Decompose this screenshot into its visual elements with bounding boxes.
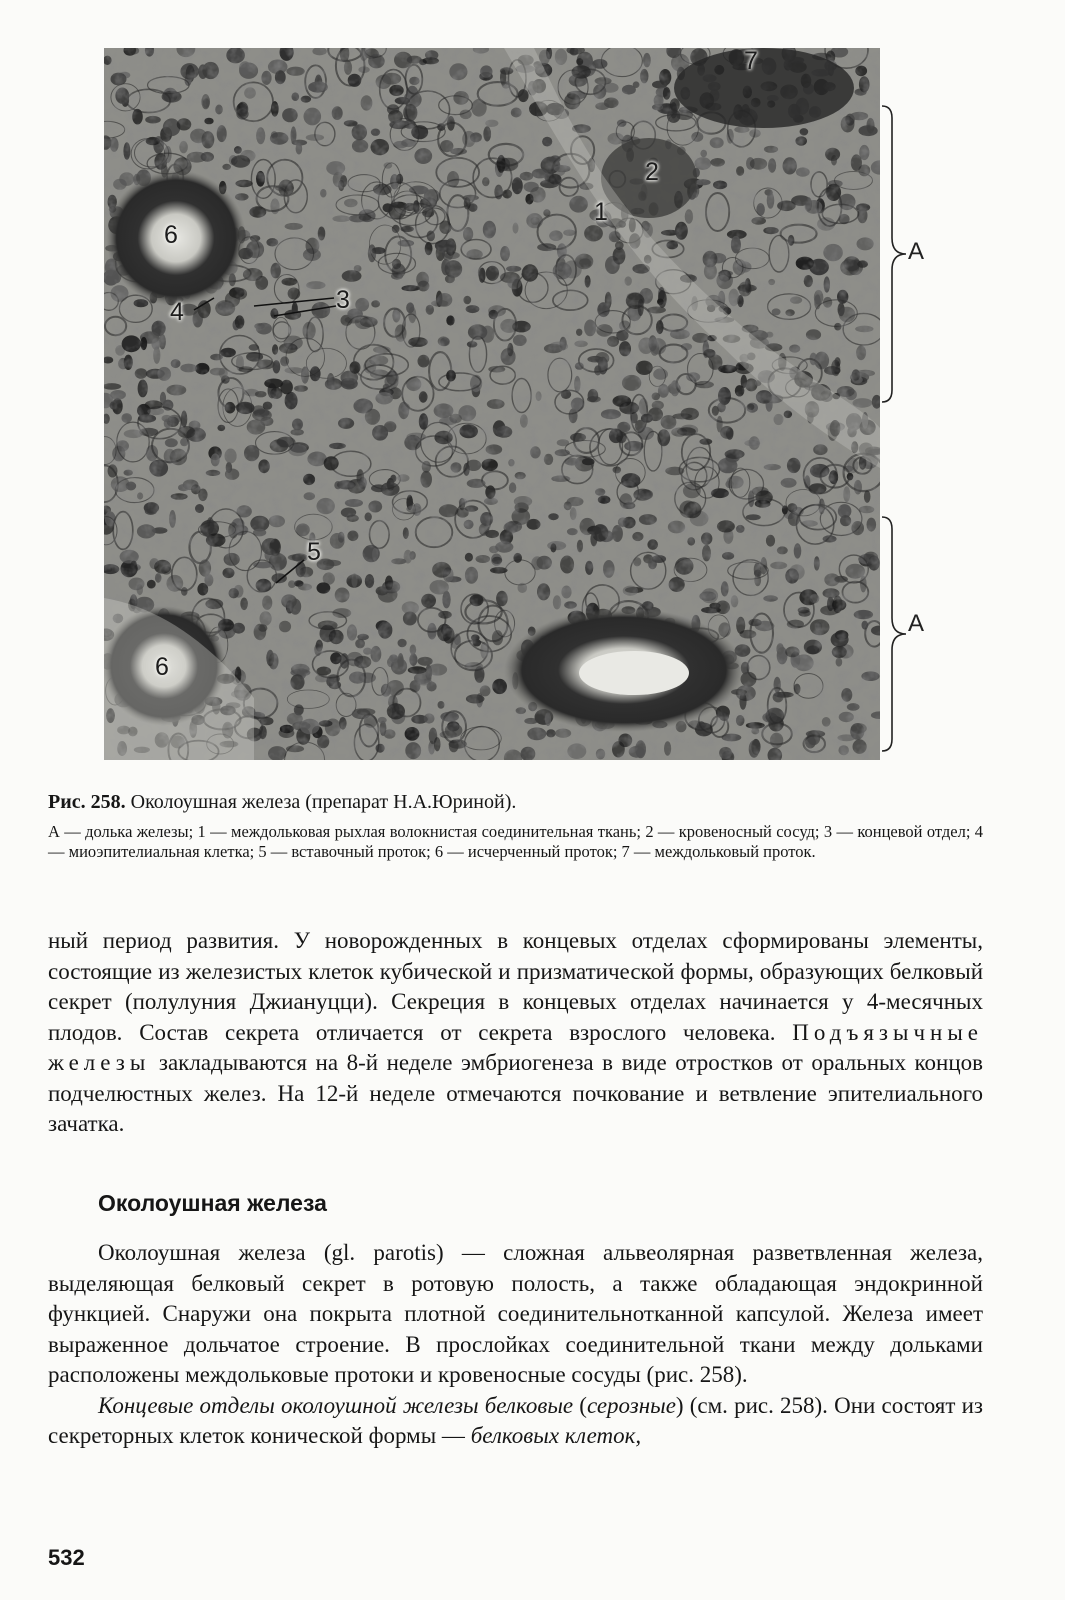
italic-term-3: белковых клеток, (470, 1423, 642, 1448)
label-5: 5 (307, 538, 321, 566)
label-2: 2 (645, 158, 659, 186)
paragraph-development-part-b: закладываются на 8-й неделе эмбриогенеза в виде отростков от оральных концов подчелюстных желез. На 12-й неделе отмечаются почкование и ветвление эпителиального зачатка. (48, 1050, 984, 1136)
caption-legend: А — долька железы; 1 — междольковая рыхлая волокнистая соединительная ткань; 2 — кровеносный сосуд; 3 — концевой отдел; 4 — миоэпителиальная клетка; 5 — вставочный проток; 6 — исчерченный проток; 7 — междольковый проток. (48, 822, 983, 861)
label-7: 7 (744, 47, 758, 75)
label-leader-lines (104, 48, 880, 760)
brace-upper-label: A (908, 238, 925, 265)
figure-caption (48, 790, 983, 862)
label-6-upper: 6 (164, 221, 178, 249)
caption-title-text: Околоушная железа (препарат Н.А.Юриной). (130, 791, 517, 813)
paragraph-parotis: Околоушная железа (gl. parotis) — сложная альвеолярная разветвленная железа, выделяющая белковый секрет в ротовую полость, а также обладающая эндокринной функцией. Снаружи она покрыта плотной соединительнотканной капсулой. Железа имеет выраженное дольчатое строение. В прослойках соединительной ткани между дольками расположены междольковые протоки и кровеносные сосуды (рис. 258). (48, 1240, 983, 1387)
paren-open: ( (573, 1392, 587, 1418)
brace-lower-label: A (908, 610, 925, 637)
spaced-term: Подъязычные железы (48, 1019, 983, 1075)
section-heading: Околоушная железа (98, 1190, 327, 1216)
label-1: 1 (594, 198, 608, 226)
brace-lower (880, 515, 910, 753)
label-3: 3 (336, 286, 350, 314)
paragraph-end-sections (48, 1391, 983, 1452)
page-number: 532 (48, 1545, 85, 1570)
label-4: 4 (170, 298, 184, 326)
caption-figure-number: Рис. 258. (48, 791, 126, 813)
paragraph-development (48, 926, 983, 1140)
body-text-bottom (48, 1238, 983, 1452)
body-text-top (48, 926, 983, 1140)
brace-upper (880, 104, 910, 404)
caption-title (48, 790, 983, 814)
paragraph-end-sections-mid: ) (см. рис. 258). Они состоят из секреторных клеток конической формы — (48, 1392, 983, 1448)
paragraph-development-part-a: ный период развития. У новорожденных в концевых отделах сформированы элементы, состоящие из железистых клеток кубической и призматической формы, образующих белковый секрет (полулуния Джиануцци). Секреция в концевых отделах начинается у 4-месячных плодов. Состав секрета отличается от секрета взрослого человека. (48, 928, 983, 1045)
micrograph-figure (104, 48, 880, 760)
italic-term-1: Концевые отделы околоушной железы белковые (98, 1392, 574, 1418)
label-6-lower: 6 (155, 653, 169, 681)
italic-term-2: серозные (586, 1392, 676, 1418)
